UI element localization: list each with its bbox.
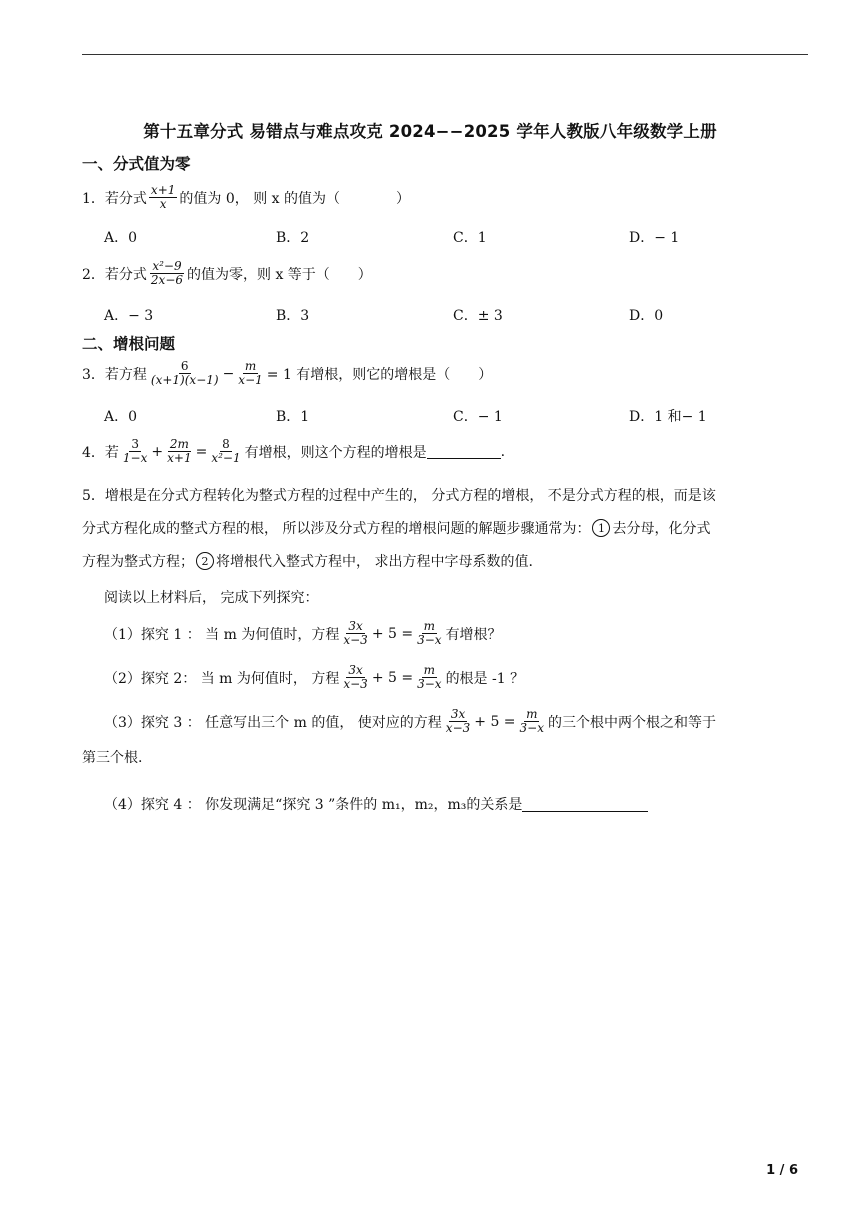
q3-option-b[interactable]: B．1 <box>276 409 310 425</box>
q5-part3-fraction-1: $\frac{3x}{x-3}$ <box>445 707 471 735</box>
q5-part-4: （4）探究 4 ： 你发现满足“探究 3 ”条件的 m₁，m₂，m₃的关系是 <box>104 794 648 814</box>
header-rule <box>82 54 808 55</box>
q2-option-b[interactable]: B．3 <box>276 308 310 324</box>
q1-option-c[interactable]: C．1 <box>453 230 487 246</box>
q1-option-d[interactable]: D．− 1 <box>629 230 680 246</box>
q4-answer-blank[interactable] <box>427 444 501 459</box>
q1-option-a[interactable]: A．0 <box>104 230 138 246</box>
q5-answer-blank[interactable] <box>522 797 648 812</box>
question-4: 4．若 $\frac{3}{1-x}$ + $\frac{2m}{x+1}$ = $\frac{8}{\text{x²−1}}$ 有增根，则这个方程的增根是 . <box>82 437 506 465</box>
q5-intro-line-2: 分式方程化成的整式方程的根， 所以涉及分式方程的增根问题的解题步骤通常为： 1 去分母，化分式 <box>82 521 711 537</box>
q5-part1-fraction-2: $\frac{m}{3-x}$ <box>417 619 442 647</box>
q2-option-d[interactable]: D．0 <box>629 308 664 324</box>
circled-number-2: 2 <box>196 552 214 570</box>
question-3: 3．若方程 $\frac{6}{(x+1)(x-1)}$ − $\frac{m}{x-1}$ = 1 有增根，则它的增根是（ ） <box>82 359 493 387</box>
q5-intro-line-3: 方程为整式方程； 2 将增根代入整式方程中， 求出方程中字母系数的值. <box>82 554 533 570</box>
q5-part-1: （1）探究 1 ： 当 m 为何值时，方程 $\frac{3x}{x-3}$ + 5 = $\frac{m}{3-x}$ 有增根？ <box>104 619 502 647</box>
q5-part2-fraction-2: $\frac{m}{3-x}$ <box>417 663 442 691</box>
q3-option-d[interactable]: D．1 和− 1 <box>629 409 707 425</box>
q2-option-a[interactable]: A．− 3 <box>104 308 154 324</box>
q3-option-a[interactable]: A．0 <box>104 409 138 425</box>
q2-option-c[interactable]: C．± 3 <box>453 308 503 324</box>
page-title: 第十五章分式 易错点与难点攻克 2024−−2025 学年人教版八年级数学上册 <box>143 122 717 141</box>
q4-fraction-2: $\frac{2m}{x+1}$ <box>167 437 192 465</box>
q1-fraction: $\frac{x+1}{x}$ <box>150 183 176 211</box>
circled-number-1: 1 <box>592 519 610 537</box>
section-heading-1: 一、分式值为零 <box>82 155 191 173</box>
q3-fraction-1: $\frac{6}{(x+1)(x-1)}$ <box>150 359 219 387</box>
q2-fraction: $\frac{\text{x²−9}}{2x-6}$ <box>150 259 184 287</box>
q1-option-b[interactable]: B．2 <box>276 230 310 246</box>
q5-part2-fraction-1: $\frac{3x}{x-3}$ <box>343 663 368 691</box>
q5-intro-line-1: 5．增根是在分式方程转化为整式方程的过程中产生的， 分式方程的增根， 不是分式方程的根，而是该 <box>82 488 716 504</box>
q5-part-2: （2）探究 2： 当 m 为何值时， 方程 $\frac{3x}{x-3}$ + 5 = $\frac{m}{3-x}$ 的根是 -1 ？ <box>104 663 525 691</box>
q5-part-3-tail: 第三个根. <box>82 750 143 766</box>
q4-fraction-3: $\frac{8}{\text{x²−1}}$ <box>211 437 241 465</box>
q5-part3-fraction-2: $\frac{m}{3-x}$ <box>519 707 545 735</box>
q5-part-3: （3）探究 3 ： 任意写出三个 m 的值， 使对应的方程 $\frac{3x}{x-3}$ + 5 = $\frac{m}{3-x}$ 的三个根中两个根之和等于 <box>104 707 717 735</box>
question-2: 2．若分式 $\frac{\text{x²−9}}{2x-6}$ 的值为零，则 x 等于（ ） <box>82 259 372 287</box>
q3-option-c[interactable]: C．− 1 <box>453 409 503 425</box>
section-heading-2: 二、增根问题 <box>82 335 176 353</box>
page-number: 1 / 6 <box>766 1163 798 1178</box>
q4-fraction-1: $\frac{3}{1-x}$ <box>122 437 148 465</box>
question-1: 1．若分式 $\frac{x+1}{x}$ 的值为 0， 则 x 的值为（ ） <box>82 183 410 211</box>
q5-part1-fraction-1: $\frac{3x}{x-3}$ <box>343 619 368 647</box>
q5-read-instruction: 阅读以上材料后， 完成下列探究： <box>104 590 319 606</box>
q3-fraction-2: $\frac{m}{x-1}$ <box>238 359 263 387</box>
